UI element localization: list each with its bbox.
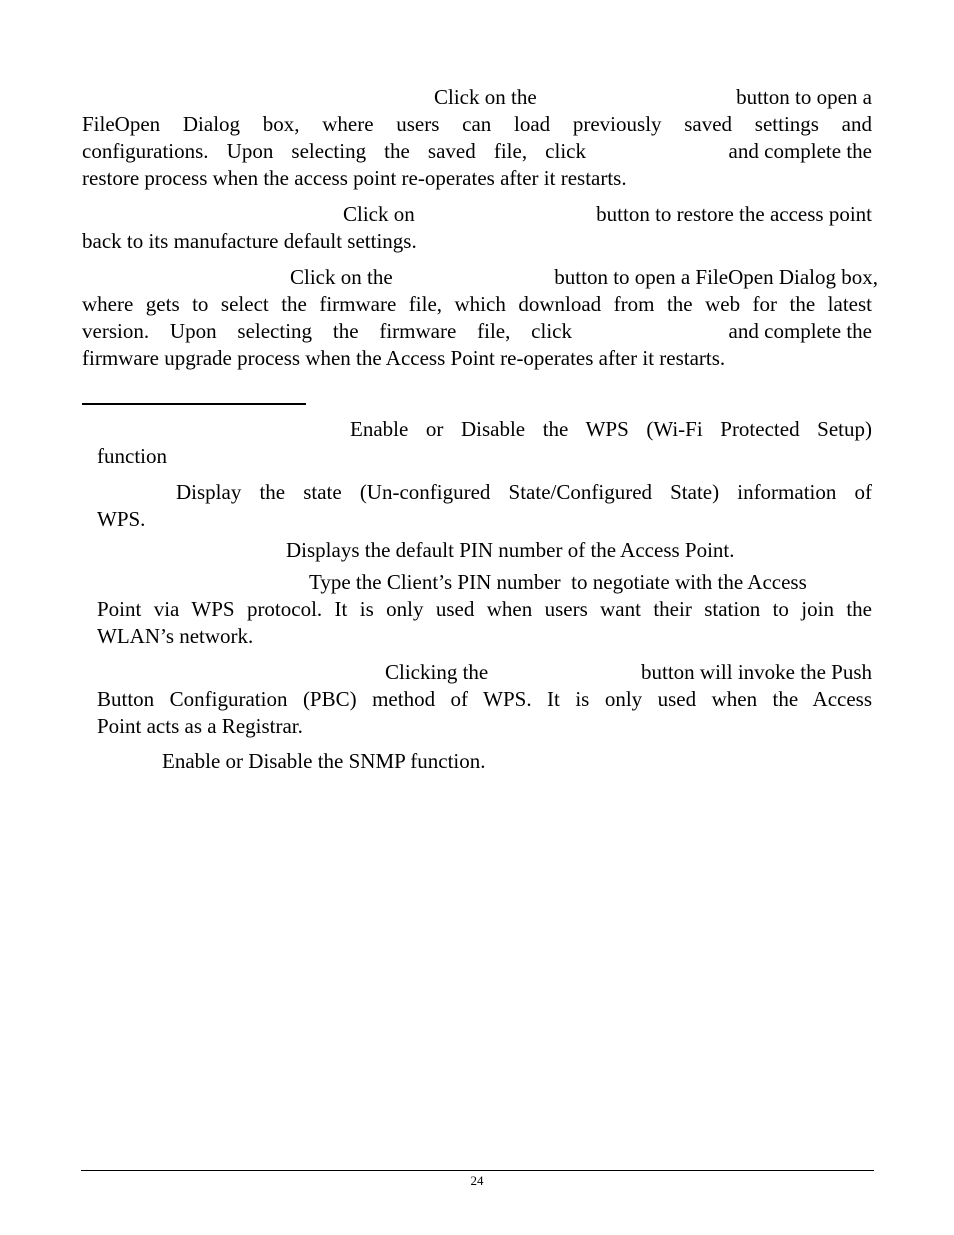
firmware-text-line: version. Upon selecting the firmware file, click xyxy=(82,319,572,343)
restore-text-line: FileOpen Dialog box, where users can load previously saved settings and xyxy=(82,112,872,136)
default-text-line: back to its manufacture default settings. xyxy=(82,229,417,253)
section-heading-underline xyxy=(82,403,306,405)
default-text-fragment: Click on xyxy=(343,202,415,226)
default-text-fragment: button to restore the access point xyxy=(596,202,872,226)
wps-enable-text: Enable or Disable the WPS (Wi-Fi Protected Setup) xyxy=(350,417,872,441)
restore-text-fragment: Click on the xyxy=(434,85,537,109)
firmware-text-line: where gets to select the firmware file, which download from the web for the latest xyxy=(82,292,872,316)
restore-text-line: configurations. Upon selecting the saved file, click xyxy=(82,139,586,163)
restore-text-fragment: button to open a xyxy=(736,85,872,109)
wps-client-pin-text: Type the Client’s PIN number to negotiate with the Access xyxy=(309,570,807,594)
firmware-text-fragment: Click on the xyxy=(290,265,393,289)
wps-client-pin-text: Point via WPS protocol. It is only used when users want their station to join the xyxy=(97,597,872,621)
wps-status-text: WPS. xyxy=(97,507,146,531)
wps-status-text: Display the state (Un-configured State/Configured State) information of xyxy=(176,480,872,504)
footer-rule xyxy=(81,1170,874,1171)
wps-pbc-text: button will invoke the Push xyxy=(641,660,872,684)
wps-pbc-text: Button Configuration (PBC) method of WPS. It is only used when the Access xyxy=(97,687,872,711)
wps-enable-text: function xyxy=(97,444,167,468)
restore-text-fragment: and complete the xyxy=(728,139,872,163)
firmware-text-fragment: and complete the xyxy=(728,319,872,343)
wps-client-pin-text: WLAN’s network. xyxy=(97,624,254,648)
restore-text-line: restore process when the access point re-operates after it restarts. xyxy=(82,166,627,190)
wps-self-pin-text: Displays the default PIN number of the Access Point. xyxy=(286,538,735,562)
snmp-enable-text: Enable or Disable the SNMP function. xyxy=(162,749,486,773)
firmware-text-line: firmware upgrade process when the Access Point re-operates after it restarts. xyxy=(82,346,726,370)
firmware-text-fragment: button to open a FileOpen Dialog box, xyxy=(554,265,878,289)
wps-pbc-text: Point acts as a Registrar. xyxy=(97,714,303,738)
page-number: 24 xyxy=(470,1173,484,1188)
wps-pbc-text: Clicking the xyxy=(385,660,489,684)
